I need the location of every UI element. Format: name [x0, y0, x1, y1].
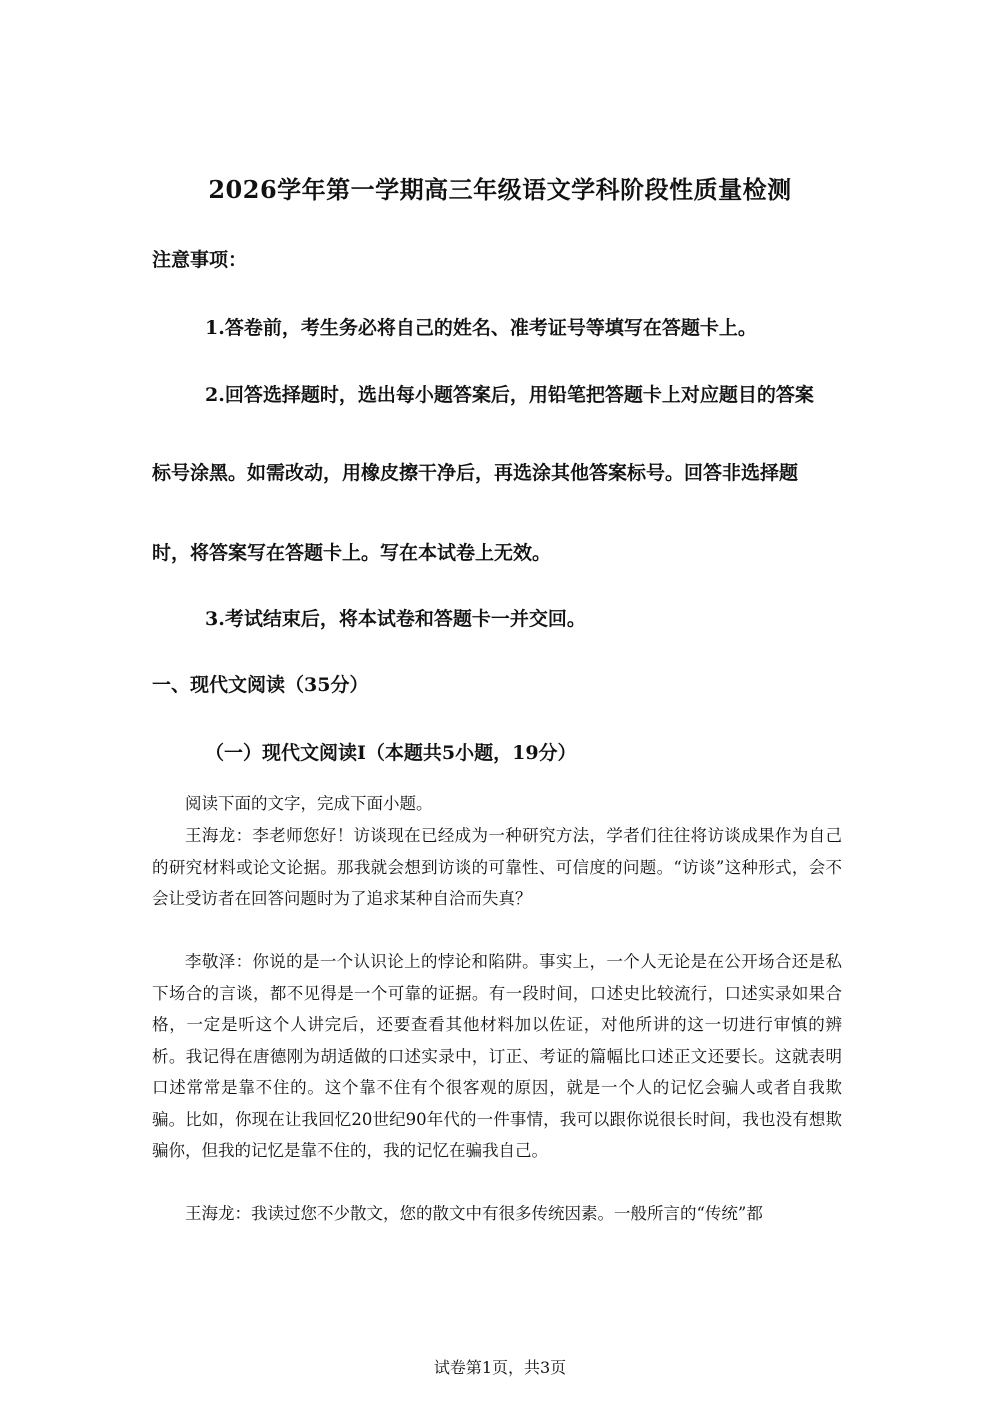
notice-heading: 注意事项： [152, 249, 248, 271]
subsection-heading: （一）现代文阅读Ⅰ（本题共5小题，19分） [205, 742, 577, 764]
reading-instruction: 阅读下面的文字，完成下面小题。 [185, 794, 433, 813]
section-heading: 一、现代文阅读（35分） [152, 674, 369, 696]
notice-item-2-line-2: 标号涂黑。如需改动，用橡皮擦干净后，再选涂其他答案标号。回答非选择题 [152, 462, 799, 484]
notice-item-2-line-3: 时，将答案写在答题卡上。写在本试卷上无效。 [152, 542, 552, 564]
page-footer: 试卷第1页，共3页 [433, 1358, 567, 1377]
notice-item-3: 3.考试结束后，将本试卷和答题卡一并交回。 [205, 608, 586, 630]
passage-paragraph: 王海龙：李老师您好！访谈现在已经成为一种研究方法，学者们往往将访谈成果作为自己的研究材料或论文论据。那我就会想到访谈的可靠性、可信度的问题。“访谈”这种形式，会不会让受访者在回答问题时为了追求某种自洽而失真？ [152, 826, 842, 908]
passage-paragraph: 李敬泽：你说的是一个认识论上的悖论和陷阱。事实上，一个人无论是在公开场合还是私下场合的言谈，都不见得是一个可靠的证据。有一段时间，口述史比较流行，口述实录如果合格，一定是听这个人讲完后，还要查看其他材料加以佐证，对他所讲的这一切进行审慎的辨析。我记得在唐德刚为胡适做的口述实录中，订正、考证的篇幅比口述正文还要长。这就表明口述常常是靠不住的。这个靠不住有个很客观的原因，就是一个人的记忆会骗人或者自我欺骗。比如，你现在让我回忆20世纪90年代的一件事情，我可以跟你说很长时间，我也没有想欺骗你，但我的记忆是靠不住的，我的记忆在骗我自己。 [152, 952, 842, 1160]
notice-item-1: 1.答卷前，考生务必将自己的姓名、准考证号等填写在答题卡上。 [205, 317, 757, 339]
document-title: 2026学年第一学期高三年级语文学科阶段性质量检测 [208, 175, 792, 204]
notice-item-2-line-1: 2.回答选择题时，选出每小题答案后，用铅笔把答题卡上对应题目的答案 [205, 384, 814, 406]
passage-paragraph: 王海龙：我读过您不少散文，您的散文中有很多传统因素。一般所言的“传统”都 [185, 1204, 763, 1223]
